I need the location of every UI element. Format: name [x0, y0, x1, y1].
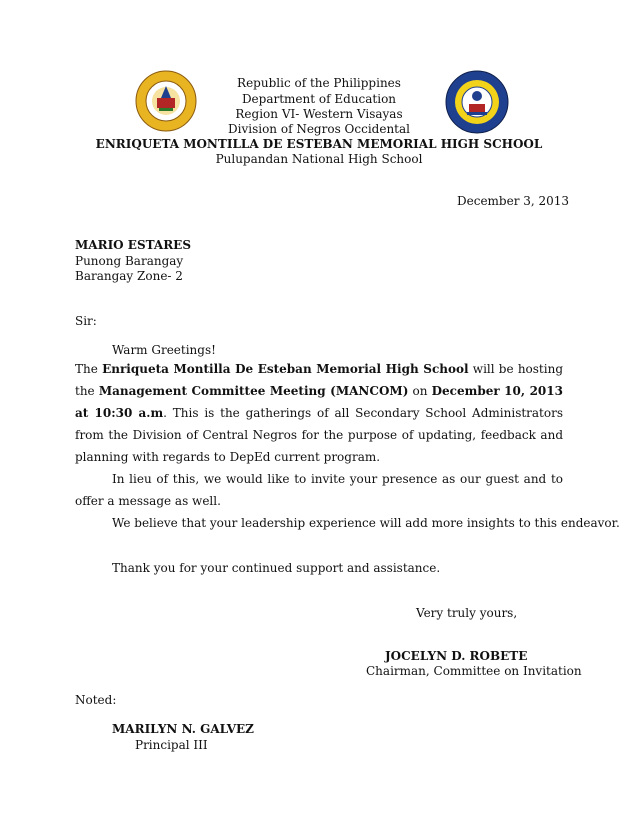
p1-text-a: The — [75, 362, 98, 376]
noted-label: Noted: — [75, 693, 117, 707]
header-subschool: Pulupandan National High School — [215, 152, 423, 166]
header-department: Department of Education — [241, 92, 397, 106]
header-region: Region VI- Western Visayas — [235, 107, 403, 121]
p1-text-d: . This is the gatherings of all Secondary School Administrators from the Division of Central Negros for the purpose of updating, feedback and planning with regards to DepEd current program. — [75, 406, 564, 464]
header-division: Division of Negros Occidental — [228, 122, 410, 136]
header-school-name: ENRIQUETA MONTILLA DE ESTEBAN MEMORIAL HIGH SCHOOL — [95, 137, 543, 151]
p1-meeting-date: December 10, 2013 at 10:30 a.m — [75, 384, 563, 420]
recipient-name: MARIO ESTARES — [75, 238, 191, 252]
p1-meeting-name: Management Committee Meeting (MANCOM) — [98, 384, 409, 398]
header-republic: Republic of the Philippines — [237, 76, 401, 90]
salutation: Sir: — [75, 314, 97, 328]
recipient-title: Punong Barangay — [75, 254, 184, 268]
noted-name: MARILYN N. GALVEZ — [112, 722, 254, 736]
signatory-title: Chairman, Committee on Invitation — [366, 664, 582, 678]
noted-title: Principal III — [135, 738, 208, 752]
greeting: Warm Greetings! — [112, 343, 216, 357]
body-paragraph-3: We believe that your leadership experience will add more insights to this endeavor. — [112, 516, 620, 530]
p2-text: In lieu of this, we would like to invite your presence as our guest and to offer a message as well. — [75, 472, 563, 508]
p1-text-b: will be hosting the — [75, 362, 563, 398]
letter-date: December 3, 2013 — [457, 194, 570, 208]
body-paragraph-2 — [75, 468, 563, 512]
body-paragraph-4: Thank you for your continued support and assistance. — [112, 561, 441, 575]
closing: Very truly yours, — [416, 606, 518, 620]
recipient-address: Barangay Zone- 2 — [75, 269, 183, 283]
p1-text-c: on — [412, 384, 428, 398]
body-paragraph-1 — [75, 358, 563, 468]
p1-school-name: Enriqueta Montilla De Esteban Memorial High School — [102, 362, 469, 376]
signatory-name: JOCELYN D. ROBETE — [385, 649, 528, 663]
